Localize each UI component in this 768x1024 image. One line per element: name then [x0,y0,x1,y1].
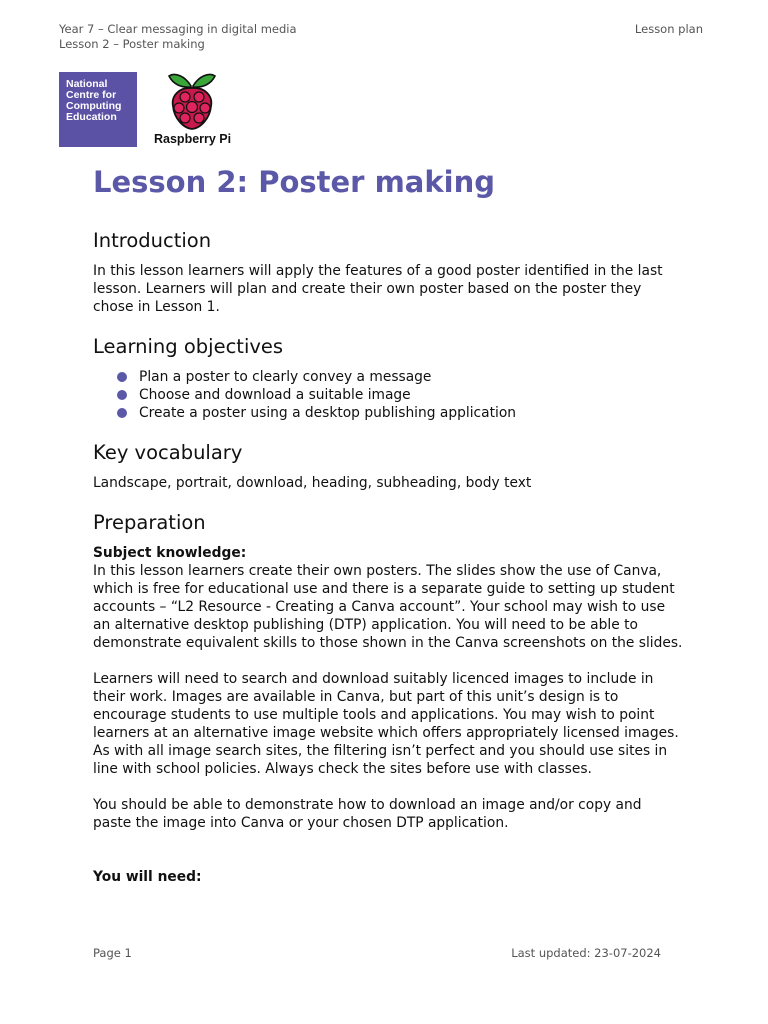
objective-text: Create a poster using a desktop publishing application [139,405,517,421]
last-updated: Last updated: 23-07-2024 [511,946,661,960]
bullet-icon [117,408,127,418]
preparation-paragraph: In this lesson learners create their own posters. The slides show the use of Canva, which is free for educational use and there is a separate guide to setting up student accounts – “L2 Resource - Creating a Canva account”. Your school may wish to use an alternative desktop publishing (DTP) application. You will need to be able to demonstrate equivalent skills to those shown in the Canva screenshots on the slides. [93,563,683,651]
objectives-heading: Learning objectives [93,335,284,358]
header-doc-type: Lesson plan [634,22,703,36]
page-footer [93,946,661,960]
objectives-list [93,368,683,422]
preparation-heading: Preparation [93,511,206,534]
lesson-content [93,160,683,886]
raspberry-pi-logo [152,72,242,148]
introduction-section [93,227,683,316]
header-course: Year 7 – Clear messaging in digital media [59,22,297,36]
page-number: Page 1 [93,946,132,960]
page-header [59,22,703,52]
objective-text: Plan a poster to clearly convey a message [139,369,432,385]
introduction-text: In this lesson learners will apply the features of a good poster identified in the last lesson. Learners will plan and create their own poster based on the poster they chose in Lesson 1. [93,263,663,315]
list-item [93,404,683,422]
list-item [93,386,683,404]
preparation-section [93,509,683,886]
list-item [93,368,683,386]
bullet-icon [117,390,127,400]
objective-text: Choose and download a suitable image [139,387,411,403]
vocabulary-section [93,439,683,492]
preparation-paragraph: You should be able to demonstrate how to download an image and/or copy and paste the image into Canva or your chosen DTP application. [93,797,642,831]
raspberry-icon [167,72,217,130]
ncce-logo-text: National Centre for Computing Education [66,78,122,123]
header-lesson: Lesson 2 – Poster making [59,37,205,51]
vocabulary-heading: Key vocabulary [93,441,243,464]
raspberry-pi-label: Raspberry Pi [154,132,232,146]
bullet-icon [117,372,127,382]
ncce-logo [59,72,137,147]
you-will-need-label: You will need: [93,869,202,885]
introduction-heading: Introduction [93,229,212,252]
objectives-section [93,333,683,422]
page-title: Lesson 2: Poster making [93,165,495,199]
subject-knowledge-label: Subject knowledge: [93,545,247,561]
vocabulary-text: Landscape, portrait, download, heading, subheading, body text [93,475,532,491]
preparation-paragraph: Learners will need to search and download suitably licenced images to include in their work. Images are available in Canva, but part of this unit’s design is to encourage students to use multiple tools and applications. You may wish to point learners at an alternative image website which offers appropriately licensed images. As with all image search sites, the filtering isn’t perfect and you should use sites in line with school policies. Always check the sites before use with classes. [93,671,679,777]
